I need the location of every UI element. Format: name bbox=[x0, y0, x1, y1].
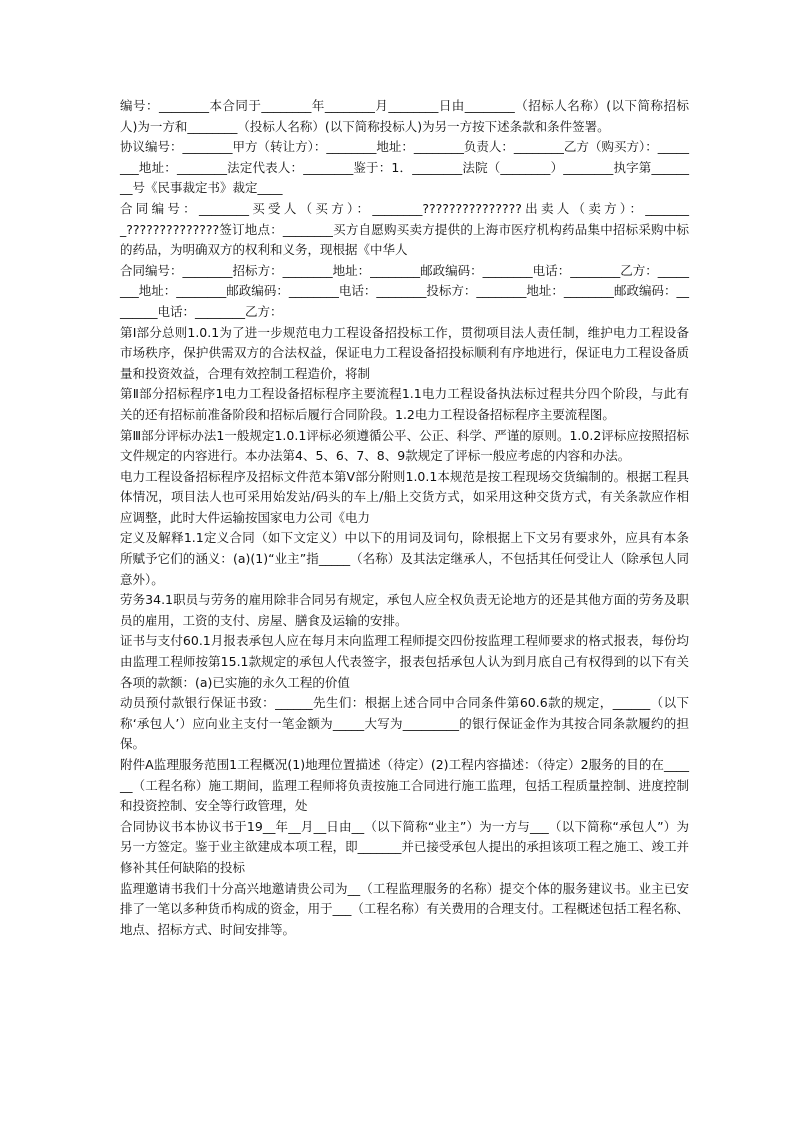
paragraph-part-1-general: 第Ⅰ部分总则1.0.1为了进一步规范电力工程设备招投标工作，贯彻项目法人责任制，维护电力工程设备市场秩序，保护供需双方的合法权益，保证电力工程设备招投标顺利有序地进行，保证电力工程设备质量和投资效益，合理有效控制工程造价，将制 bbox=[120, 324, 689, 381]
paragraph-definitions: 定义及解释1.1定义合同（如下文定义）中以下的用词及词句，除根据上下文另有要求外，应具有本条所赋予它们的涵义：(a)(1)“业主”指_____（名称）及其法定继承人，不包括其任何受让人（除承包人同意外）。 bbox=[120, 530, 689, 587]
paragraph-part-3-evaluation: 第Ⅲ部分评标办法1一般规定1.0.1评标必须遵循公平、公正、科学、严谨的原则。1.0.2评标应按照招标文件规定的内容进行。本办法第4、5、6、7、8、9款规定了评标一般应考虑的内容和办法。 bbox=[120, 427, 689, 464]
paragraph-transfer-agreement: 协议编号：________甲方（转让方）：________地址：________负责人：________乙方（购买方）：________地址：________法定代表人：________鉴于：1．________法院（________）________执字第________号《民事裁定书》裁定____ bbox=[120, 139, 689, 196]
paragraph-contract-parties: 合同编号：________招标方：________地址：________邮政编码：________电话：________乙方：________地址：________邮政编码：________电话：________投标方：________地址：________邮政编码：________电话：________乙方： bbox=[120, 262, 689, 319]
paragraph-part-2-procedure: 第Ⅱ部分招标程序1电力工程设备招标程序主要流程1.1电力工程设备执法标过程共分四个阶段，与此有关的还有招标前准备阶段和招标后履行合同阶段。1.2电力工程设备招标程序主要流程图。 bbox=[120, 386, 689, 422]
paragraph-bid-contract: 编号：________本合同于________年________月________日由________（招标人名称）(以下简称招标人)为一方和________（投标人名称）(以下简称投标人)为另一方按下述条款和条件签署。 bbox=[120, 98, 689, 134]
paragraph-bank-guarantee: 动员预付款银行保证书致：______先生们：根据上述合同中合同条件第60.6款的规定，______（以下称‘承包人’）应向业主支付一笔金额为_____大写为_________的银行保证金作为其按合同条款履约的担保。 bbox=[120, 695, 689, 752]
paragraph-invitation-letter: 监理邀请书我们十分高兴地邀请贵公司为__（工程监理服务的名称）提交个体的服务建议书。业主已安排了一笔以多种货币构成的资金，用于___（工程名称）有关费用的合理支付。工程概述包括工程名称、地点、招标方式、时间安排等。 bbox=[120, 880, 689, 937]
paragraph-labour: 劳务34.1职员与劳务的雇用除非合同另有规定，承包人应全权负责无论地方的还是其他方面的劳务及职员的雇用，工资的支付、房屋、膳食及运输的安排。 bbox=[120, 592, 689, 628]
paragraph-supervision-scope: 附件A监理服务范围1工程概况(1)地理位置描述（待定）(2)工程内容描述：（待定）2服务的目的在______（工程名称）施工期间，监理工程师将负责按施工合同进行施工监理，包括工程质量控制、进度控制和投资控制、安全等行政管理，处 bbox=[120, 757, 689, 814]
paragraph-part-5-appendix: 电力工程设备招标程序及招标文件范本第Ⅴ部分附则1.0.1本规范是按工程现场交货编制的。根据工程具体情况，项目法人也可采用始发站/码头的车上/船上交货方式，如采用这种交货方式，有关条款应作相应调整，此时大件运输按国家电力公司《电力 bbox=[120, 468, 689, 525]
paragraph-certificates-payment: 证书与支付60.1月报表承包人应在每月末向监理工程师提交四份按监理工程师要求的格式报表，每份均由监理工程师按第15.1款规定的承包人代表签字，报表包括承包人认为到月底自己有权得到的以下有关各项的款额：(a)已实施的永久工程的价值 bbox=[120, 633, 689, 690]
paragraph-contract-agreement: 合同协议书本协议书于19__年__月__日由__（以下简称“业主”）为一方与___（以下简称“承包人”）为另一方签定。鉴于业主欲建成本项工程，即_______并已接受承包人提出的承担该项工程之施工、竣工并修补其任何缺陷的投标 bbox=[120, 818, 689, 875]
paragraph-purchase-contract: 合同编号：________买受人（买方）：________???????????????出卖人（卖方）：________??????????????签订地点：________买方自愿购买卖方提供的上海市医疗机构药品集中招标采购中标的药品，为明确双方的权利和义务，现根据《中华人 bbox=[120, 200, 689, 258]
